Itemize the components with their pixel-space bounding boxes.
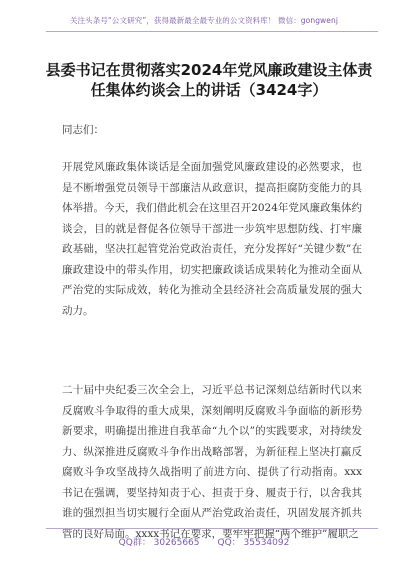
document-title: 县委书记在贯彻落实2024年党风廉政建设主体责任集体约谈会上的讲话（3424字） <box>45 61 373 99</box>
header-banner-text: 关注头条号“公文研究”，获得最新最全最专业的公文资料库！ 微信：gongwenj <box>69 15 339 25</box>
footer-banner <box>0 532 408 550</box>
body-paragraph-2: 二十届中央纪委三次全会上，习近平总书记深刻总结新时代以来反腐败斗争取得的重大成果，深刻阐明反腐败斗争面临的新形势新要求，明确提出推进自我革命“九个以”的实践要求，对持续发力、纵深推进反腐败斗争作出战略部署，为新征程上坚决打赢反腐败斗争攻坚战持久战指明了前进方向、提供了行动指南。xxx书记在强调，要坚持知责于心、担责于身、履责于行，以舍我其谁的强烈担当切实履行全面从严治党政治责任，巩固发展齐抓共管的良好局面。xxxx书记在要求，要牢牢把握“两个维护”履职之 <box>62 384 362 540</box>
body-paragraph-1: 开展党风廉政集体谈话是全面加强党风廉政建设的必然要求，也是不断增强党员领导干部廉洁从政意识，提高拒腐防变能力的具体举措。今天，我们借此机会在这里召开2024年党风廉政集体约谈会，目的就是督促各位领导干部进一步筑牢思想防线、打牢廉政基础，坚决扛起管党治党政治责任，充分发挥好“关键少数”在廉政建设中的带头作用，切实把廉政谈话成果转化为推动全面从严治党的实际成效，转化为推动全县经济社会高质量发展的强大动力。 <box>62 161 362 317</box>
footer-qq-group: QQ群： 30265665 <box>118 537 200 548</box>
header-banner <box>0 10 408 30</box>
footer-divider <box>46 528 378 529</box>
document-greeting: 同志们： <box>62 124 104 136</box>
footer-qq: QQ： 35534092 <box>217 537 290 548</box>
header-divider <box>46 31 378 32</box>
